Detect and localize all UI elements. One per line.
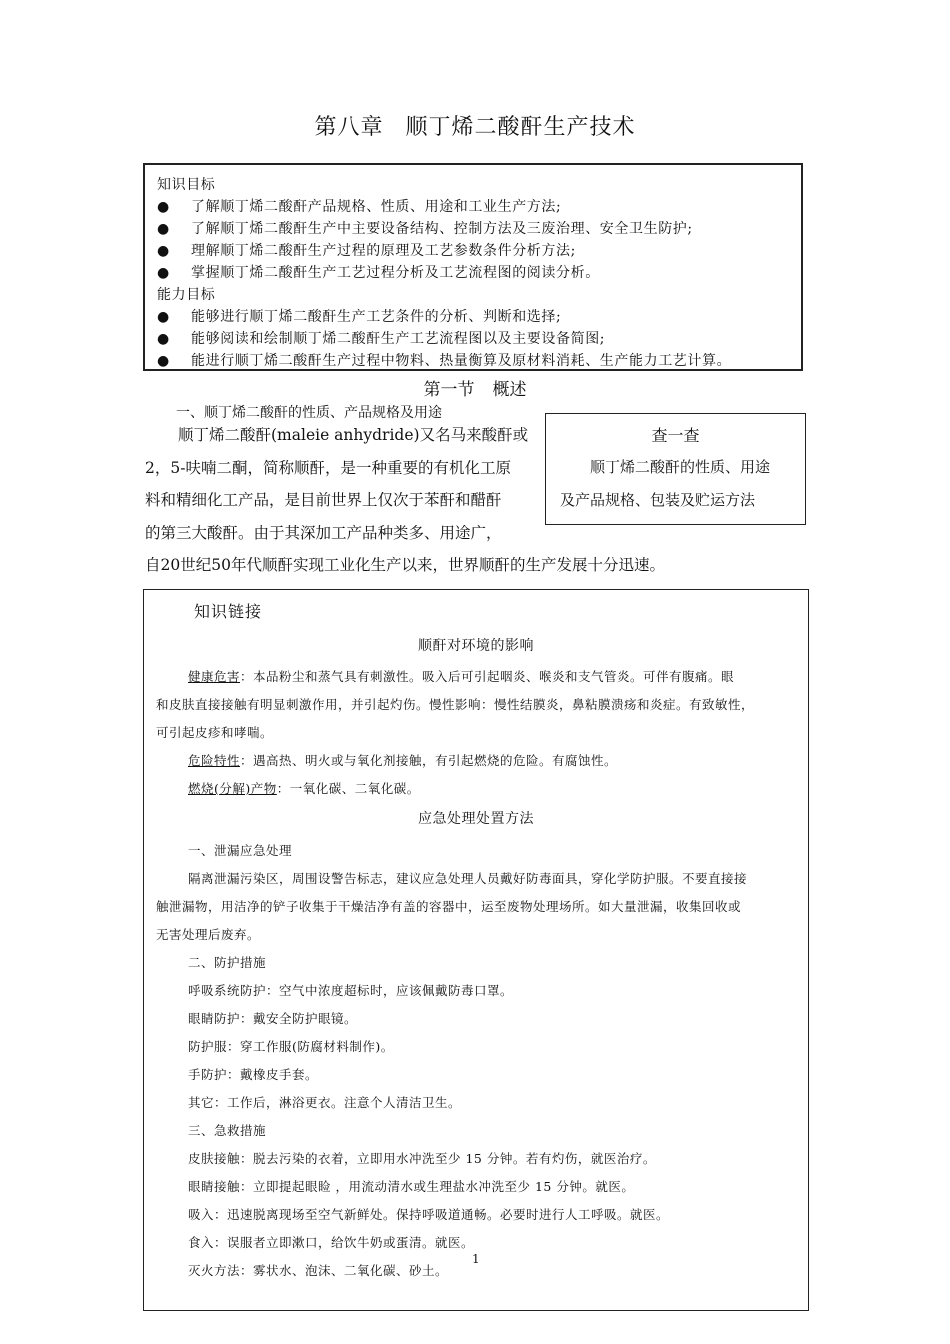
lookup-heading: 查一查 <box>651 426 700 445</box>
aid-item: 吸入：迅速脱离现场至空气新鲜处。保持呼吸道通畅。必要时进行人工呼吸。就医。 <box>188 1207 670 1222</box>
bullet-icon: ● <box>157 353 170 369</box>
knowledge-item: ● 理解顺丁烯二酸酐生产过程的原理及工艺参数条件分析方法; <box>157 243 576 259</box>
body-line: 料和精细化工产品，是目前世界上仅次于苯酐和醋酐 <box>145 491 502 509</box>
danger-label: 危险特性 <box>188 753 241 768</box>
body-line: 顺丁烯二酸酐(maleie anhydride)又名马来酸酐或 <box>178 426 529 444</box>
knowledge-link-box <box>143 589 809 1311</box>
knowledge-heading: 知识目标 <box>157 177 216 193</box>
protect-item: 其它：工作后，淋浴更衣。注意个人清洁卫生。 <box>188 1095 462 1110</box>
chapter-title <box>0 110 950 141</box>
lookup-box <box>545 413 806 525</box>
bullet-icon: ● <box>157 331 170 347</box>
health-line: 可引起皮疹和哮喘。 <box>156 725 274 740</box>
lookup-line: 顺丁烯二酸酐的性质、用途 <box>590 458 771 476</box>
protect-item: 手防护：戴橡皮手套。 <box>188 1067 319 1082</box>
protect-item: 防护服：穿工作服(防腐材料制作)。 <box>188 1039 394 1054</box>
aid-item: 灭火方法：雾状水、泡沫、二氧化碳、砂土。 <box>188 1263 449 1278</box>
lookup-line: 及产品规格、包装及贮运方法 <box>560 491 756 509</box>
leak-line: 触泄漏物，用洁净的铲子收集于干燥洁净有盖的容器中，运至废物处理场所。如大量泄漏，收集回收或 <box>156 899 742 914</box>
body-line: 的第三大酸酐。由于其深加工产品种类多、用途广， <box>145 524 502 542</box>
objectives-box <box>143 163 803 371</box>
bullet-icon: ● <box>157 199 170 215</box>
combustion-label: 燃烧(分解)产物 <box>188 781 277 796</box>
aid-item: 食入：误服者立即漱口，给饮牛奶或蛋清。就医。 <box>188 1235 475 1250</box>
chapter-label: 第八章 <box>314 115 384 140</box>
aid-item: 皮肤接触：脱去污染的衣着，立即用水冲洗至少 15 分钟。若有灼伤，就医治疗。 <box>188 1151 656 1166</box>
env-impact-title: 顺酐对环境的影响 <box>418 638 534 654</box>
aid-item: 眼睛接触：立即提起眼睑 ，用流动清水或生理盐水冲洗至少 15 分钟。就医。 <box>188 1179 635 1194</box>
bullet-icon: ● <box>157 243 170 259</box>
protect-item: 呼吸系统防护：空气中浓度超标时，应该佩戴防毒口罩。 <box>188 983 514 998</box>
knowledge-link-heading: 知识链接 <box>194 602 263 621</box>
knowledge-item: ● 了解顺丁烯二酸酐产品规格、性质、用途和工业生产方法; <box>157 199 562 215</box>
bullet-icon: ● <box>157 221 170 237</box>
ability-item: ● 能够进行顺丁烯二酸酐生产工艺条件的分析、判断和选择; <box>157 309 562 325</box>
ability-heading: 能力目标 <box>157 287 216 303</box>
protect-item: 眼睛防护：戴安全防护眼镜。 <box>188 1011 358 1026</box>
leak-line: 隔离泄漏污染区，周围设警告标志，建议应急处理人员戴好防毒面具，穿化学防护服。不要直接接 <box>188 871 748 886</box>
health-label: 健康危害 <box>188 669 241 684</box>
chapter-name: 顺丁烯二酸酐生产技术 <box>405 115 636 140</box>
bullet-icon: ● <box>157 265 170 281</box>
danger-property: 危险特性：遇高热、明火或与氧化剂接触，有引起燃烧的危险。有腐蚀性。 <box>188 753 618 768</box>
body-line: 自20世纪50年代顺酐实现工业化生产以来，世界顺酐的生产发展十分迅速。 <box>145 556 665 574</box>
ability-item: ● 能进行顺丁烯二酸酐生产过程中物料、热量衡算及原材料消耗、生产能力工艺计算。 <box>157 353 732 369</box>
aid-heading: 三、急救措施 <box>188 1123 267 1138</box>
health-line: 和皮肤直接接触有明显刺激作用，并引起灼伤。慢性影响：慢性结膜炎，鼻粘膜溃疡和炎症。有致敏性， <box>156 697 755 712</box>
knowledge-item: ● 掌握顺丁烯二酸酐生产工艺过程分析及工艺流程图的阅读分析。 <box>157 265 600 281</box>
leak-heading: 一、泄漏应急处理 <box>188 843 293 858</box>
body-line: 2，5-呋喃二酮，简称顺酐，是一种重要的有机化工原 <box>145 459 511 477</box>
health-hazard: 健康危害：本品粉尘和蒸气具有刺激性。吸入后可引起咽炎、喉炎和支气管炎。可伴有腹痛。眼 <box>188 669 735 684</box>
knowledge-item: ● 了解顺丁烯二酸酐生产中主要设备结构、控制方法及三废治理、安全卫生防护; <box>157 221 693 237</box>
ability-item: ● 能够阅读和绘制顺丁烯二酸酐生产工艺流程图以及主要设备简图; <box>157 331 606 347</box>
bullet-icon: ● <box>157 309 170 325</box>
combustion-products: 燃烧(分解)产物：一氧化碳、二氧化碳。 <box>188 781 420 796</box>
section-title: 第一节 概述 <box>423 380 527 400</box>
page-number: 1 <box>472 1252 480 1266</box>
subheading: 一、顺丁烯二酸酐的性质、产品规格及用途 <box>176 405 442 421</box>
emergency-title: 应急处理处置方法 <box>418 811 534 827</box>
protect-heading: 二、防护措施 <box>188 955 267 970</box>
leak-line: 无害处理后废弃。 <box>156 927 261 942</box>
